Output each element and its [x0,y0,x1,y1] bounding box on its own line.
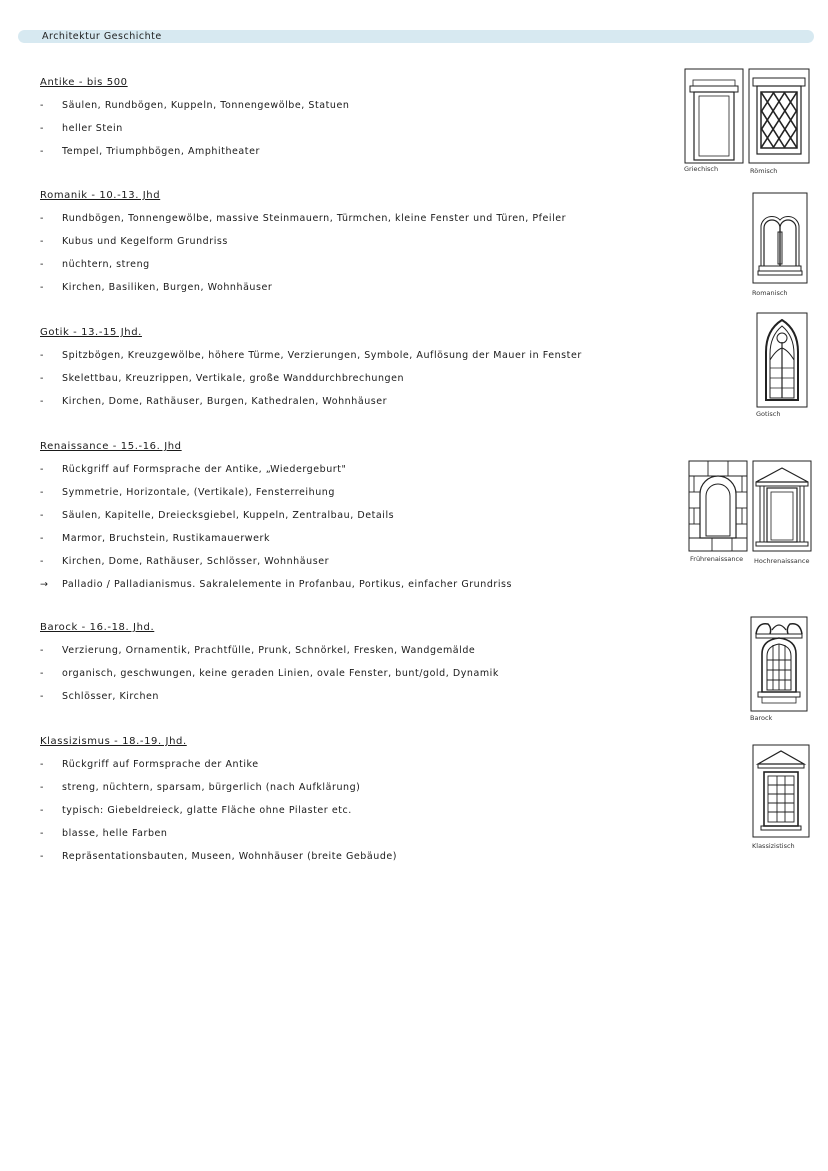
section-renaissance [40,440,680,600]
list-item [40,348,680,363]
list-item [40,803,680,818]
list-item [40,577,680,592]
item-text: heller Stein [62,123,123,134]
list-item [40,211,680,226]
list-item [40,508,680,523]
bullet: - [40,805,44,816]
bullet: - [40,464,44,475]
bullet: - [40,691,44,702]
item-text: Repräsentationsbauten, Museen, Wohnhäuser (breite Gebäude) [62,851,398,862]
bullet: - [40,100,44,111]
list-item [40,462,680,477]
bullet: - [40,510,44,521]
item-text: nüchtern, streng [62,259,150,270]
list-item [40,257,680,272]
window-roemisch-illustration [748,68,810,164]
section-klassizismus [40,735,680,872]
list-item [40,98,680,113]
section-barock [40,621,680,712]
section-romanik [40,189,680,303]
section-antike [40,76,680,167]
bullet: - [40,373,44,384]
list-item [40,826,680,841]
bullet: - [40,259,44,270]
bullet: - [40,556,44,567]
caption-fruehrenaissance: Frührenaissance [690,555,744,563]
list-item [40,234,680,249]
item-text: streng, nüchtern, sparsam, bürgerlich (nach Aufklärung) [62,782,361,793]
list-item [40,144,680,159]
window-klassizistisch-illustration [752,744,810,838]
list-item [40,394,680,409]
list-item [40,531,680,546]
window-hochrenaissance-illustration [752,460,812,552]
bullet: - [40,396,44,407]
item-text: Skelettbau, Kreuzrippen, Vertikale, große Wanddurchbrechungen [62,373,405,384]
window-griechisch-illustration [684,68,744,164]
title-bar [18,30,814,43]
list-item [40,643,680,658]
bullet: - [40,236,44,247]
section-heading: Renaissance - 15.-16. Jhd [40,441,182,452]
bullet: - [40,282,44,293]
bullet: - [40,533,44,544]
bullet: - [40,123,44,134]
caption-hochrenaissance: Hochrenaissance [754,557,810,565]
item-text: Schlösser, Kirchen [62,691,159,702]
list-item [40,780,680,795]
item-text: Rückgriff auf Formsprache der Antike [62,759,259,770]
section-heading: Klassizismus - 18.-19. Jhd. [40,736,187,747]
item-text: Rundbögen, Tonnengewölbe, massive Steinmauern, Türmchen, kleine Fenster und Türen, Pfeiler [62,213,567,224]
item-text: organisch, geschwungen, keine geraden Linien, ovale Fenster, bunt/gold, Dynamik [62,668,499,679]
page-title: Architektur Geschichte [42,31,162,42]
window-gotisch-illustration [756,312,808,408]
section-heading: Romanik - 10.-13. Jhd [40,190,161,201]
caption-griechisch: Griechisch [684,165,719,173]
list-item [40,280,680,295]
caption-barock: Barock [750,714,773,722]
section-gotik [40,326,680,417]
bullet: - [40,759,44,770]
list-item [40,757,680,772]
item-text: Kirchen, Basiliken, Burgen, Wohnhäuser [62,282,273,293]
item-text: Rückgriff auf Formsprache der Antike, „Wiedergeburt" [62,464,347,475]
item-text: Kirchen, Dome, Rathäuser, Burgen, Kathedralen, Wohnhäuser [62,396,388,407]
item-text: Marmor, Bruchstein, Rustikamauerwerk [62,533,271,544]
item-text: Spitzbögen, Kreuzgewölbe, höhere Türme, Verzierungen, Symbole, Auflösung der Mauer in Fenster [62,350,582,361]
section-heading: Gotik - 13.-15 Jhd. [40,327,142,338]
bullet: - [40,350,44,361]
section-heading: Antike - bis 500 [40,77,128,88]
bullet: - [40,146,44,157]
bullet: - [40,487,44,498]
bullet: - [40,851,44,862]
bullet: → [40,579,49,590]
item-text: blasse, helle Farben [62,828,168,839]
caption-gotisch: Gotisch [756,410,781,418]
item-text: Säulen, Kapitelle, Dreiecksgiebel, Kuppeln, Zentralbau, Details [62,510,395,521]
list-item [40,371,680,386]
item-text: Tempel, Triumphbögen, Amphitheater [62,146,260,157]
item-text: Säulen, Rundbögen, Kuppeln, Tonnengewölbe, Statuen [62,100,350,111]
item-text: Kirchen, Dome, Rathäuser, Schlösser, Wohnhäuser [62,556,330,567]
item-text: Kubus und Kegelform Grundriss [62,236,228,247]
window-barock-illustration [750,616,808,712]
section-heading: Barock - 16.-18. Jhd. [40,622,155,633]
list-item [40,849,680,864]
item-text: Symmetrie, Horizontale, (Vertikale), Fensterreihung [62,487,335,498]
caption-klassizistisch: Klassizistisch [752,842,795,850]
list-item [40,554,680,569]
bullet: - [40,828,44,839]
list-item [40,689,680,704]
bullet: - [40,645,44,656]
window-fruehrenaissance-illustration [688,460,748,552]
caption-roemisch: Römisch [750,167,778,175]
bullet: - [40,668,44,679]
item-text: Verzierung, Ornamentik, Prachtfülle, Prunk, Schnörkel, Fresken, Wandgemälde [62,645,476,656]
item-text: Palladio / Palladianismus. Sakralelemente in Profanbau, Portikus, einfacher Grundriss [62,579,513,590]
list-item [40,485,680,500]
item-text: typisch: Giebeldreieck, glatte Fläche ohne Pilaster etc. [62,805,352,816]
list-item [40,121,680,136]
bullet: - [40,782,44,793]
list-item [40,666,680,681]
window-romanisch-illustration [752,192,808,284]
bullet: - [40,213,44,224]
caption-romanisch: Romanisch [752,289,788,297]
